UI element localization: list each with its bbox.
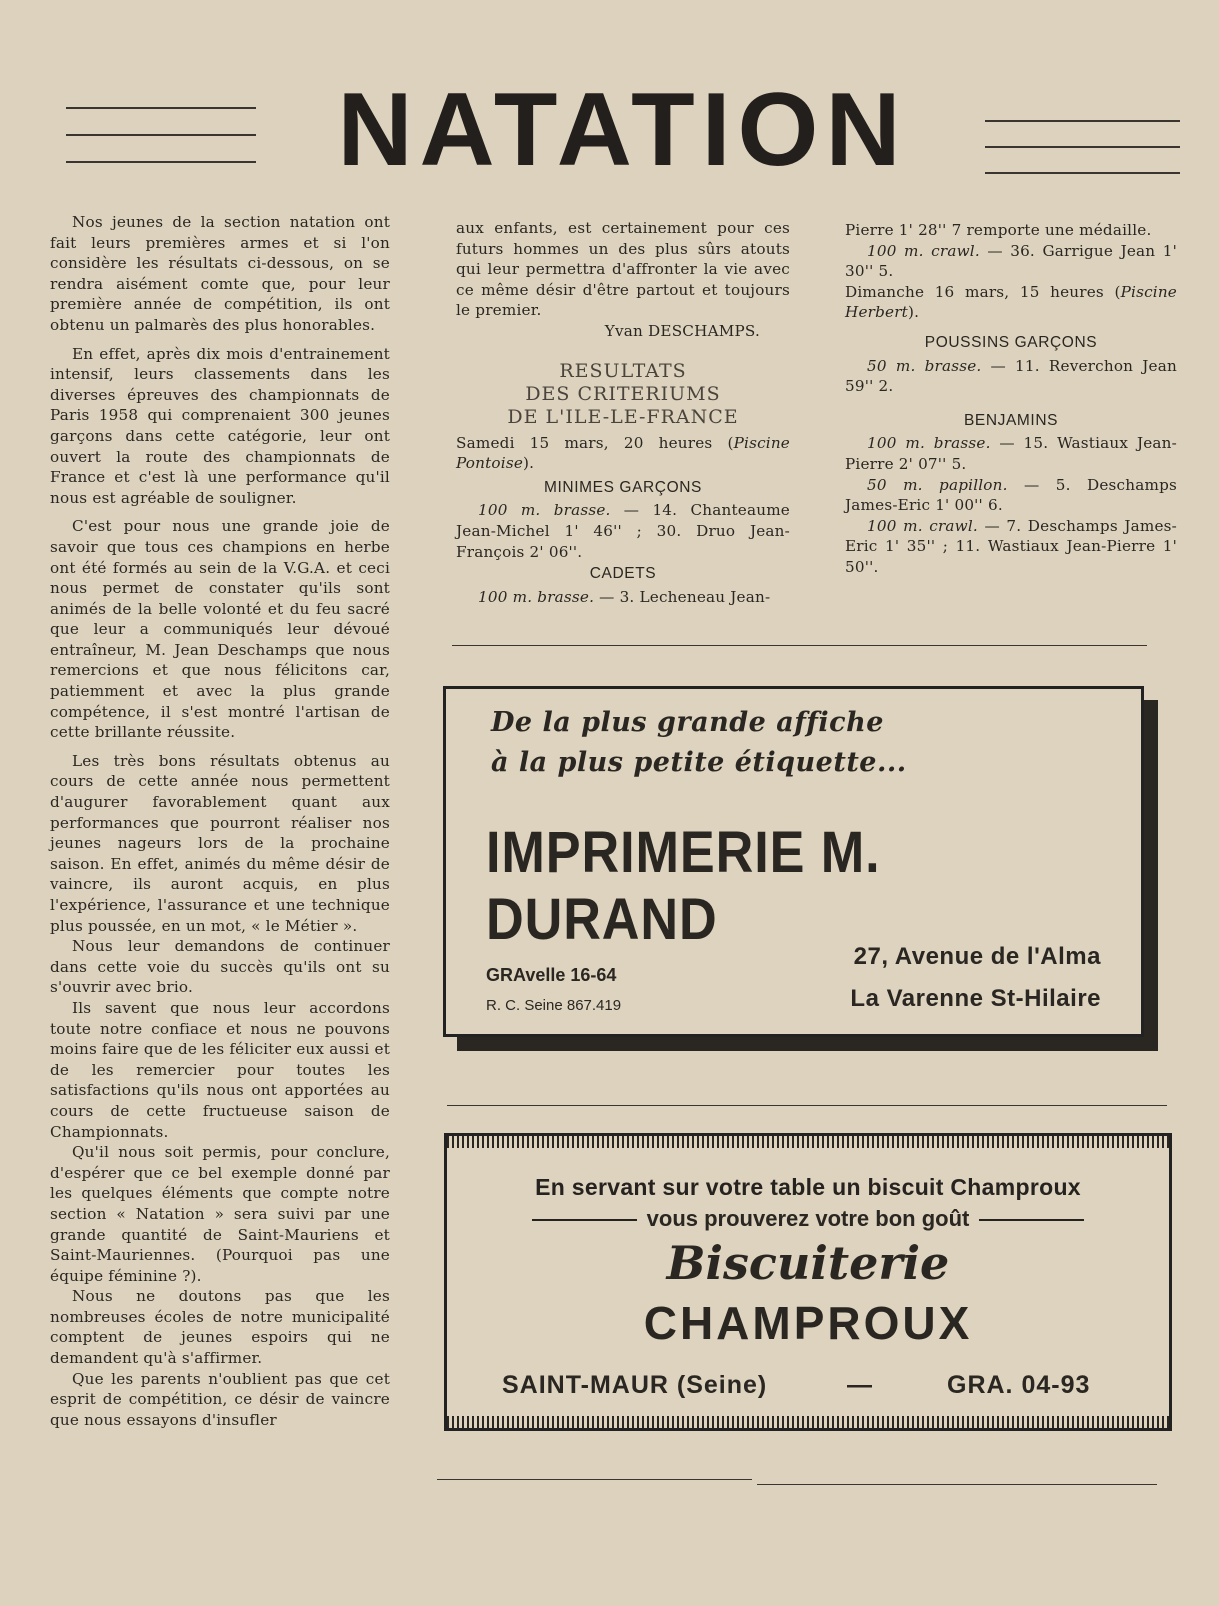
paragraph: C'est pour nous une grande joie de savoir que tous ces champions en herbe ont été formés au sein de la V.G.A. et ceci nous permet de constater qu'ils sont animés de la belle volonté et du feu sacré que leur a communiqués leur dévoué entraîneur, M. Jean Deschamps que nous remercions et que nous félicitons car, patiemment et avec la plus grande compétence, il s'est montré l'artisan de cette brillante réussite. bbox=[50, 517, 390, 742]
paragraph: En effet, après dix mois d'entrainement intensif, leurs classements dans les diverses épreuves des championnats de Paris 1958 qui comprenaient 300 jeunes garçons dans cette catégorie, leur ont ouvert la route des championnats de France et c'est là une performance qu'il nous est agréable de souligner. bbox=[50, 344, 390, 507]
title-rule-right-3 bbox=[985, 172, 1180, 174]
paragraph: Nous ne doutons pas que les nombreuses écoles de notre municipalité comptent de jeunes espoirs qui ne demandent qu'à s'affirmer. bbox=[50, 1287, 390, 1368]
article-column-1 bbox=[50, 212, 390, 1430]
category-heading: BENJAMINS bbox=[963, 411, 1059, 429]
result-entry: 100 m. brasse. — 14. Chanteaume Jean-Michel 1' 46'' ; 30. Druo Jean-François 2' 06''. bbox=[456, 501, 790, 561]
title-rule-left-2 bbox=[66, 134, 256, 136]
category-heading: CADETS bbox=[589, 565, 657, 583]
paragraph: Nous leur demandons de continuer dans cette voie du succès qu'ils ont su s'ouvrir avec brio. bbox=[50, 937, 390, 997]
article-column-2 bbox=[456, 218, 790, 607]
decorative-border bbox=[447, 1416, 1169, 1428]
paragraph: Qu'il nous soit permis, pour conclure, d'espérer que ce bel exemple donné par les quelques éléments que compte notre section « Natation » sera suivi par une grande quantité de Saint-Mauriens et Saint-Mauriennes. (Pourquoi pas une équipe féminine ?). bbox=[50, 1143, 390, 1285]
page-title: NATATION bbox=[337, 72, 908, 188]
decorative-border bbox=[447, 1136, 1169, 1148]
result-entry: 50 m. papillon. — 5. Deschamps James-Eric 1' 00'' 6. bbox=[845, 475, 1177, 515]
results-heading: RESULTATS DES CRITERIUMS DE L'ILE-LE-FRANCE bbox=[507, 359, 739, 428]
biscuit-brand: CHAMPROUX bbox=[643, 1297, 973, 1349]
separator-rule bbox=[452, 645, 1147, 646]
category-heading: MINIMES GARÇONS bbox=[544, 478, 702, 496]
ad-tagline: à la plus petite étiquette... bbox=[491, 747, 907, 778]
separator-rule bbox=[447, 1105, 1167, 1106]
title-rule-left-1 bbox=[66, 107, 256, 109]
title-rule-right-1 bbox=[985, 120, 1180, 122]
biscuit-script: Biscuiterie bbox=[666, 1236, 950, 1290]
printer-registration: R. C. Seine 867.419 bbox=[486, 997, 622, 1014]
ad-line: En servant sur votre table un biscuit Champroux bbox=[535, 1174, 1081, 1200]
biscuit-phone: GRA. 04-93 bbox=[947, 1371, 1091, 1399]
paragraph: Les très bons résultats obtenus au cours de cette année nous permettent d'augurer favorablement quant aux performances que pourront réaliser nos jeunes nageurs lors de la prochaine saison. En effet, animés du même désir de vaincre, ils auront acquis, en plus l'expérience, l'assurance et une technique plus poussée, en un mot, « le Métier ». bbox=[50, 751, 390, 935]
article-column-3 bbox=[845, 220, 1177, 578]
separator-rule bbox=[437, 1479, 752, 1480]
separator-dash: — bbox=[847, 1371, 872, 1399]
printer-advertisement bbox=[443, 686, 1144, 1037]
signature: Yvan DESCHAMPS. bbox=[604, 321, 760, 340]
event-date: Samedi 15 mars, 20 heures (Piscine Pontoise). bbox=[456, 433, 790, 473]
result-entry: 100 m. brasse. — 15. Wastiaux Jean-Pierre 2' 07'' 5. bbox=[845, 434, 1177, 473]
ad-tagline: De la plus grande affiche bbox=[491, 707, 884, 738]
biscuit-advertisement bbox=[444, 1133, 1172, 1431]
result-entry: 100 m. crawl. — 36. Garrigue Jean 1' 30'' 5. bbox=[845, 241, 1177, 281]
category-heading: POUSSINS GARÇONS bbox=[924, 333, 1098, 351]
paragraph: Ils savent que nous leur accordons toute notre confiace et nous ne pouvons moins faire que de les féliciter eux aussi et de les remercier pour toutes les satisfactions qu'ils nous ont apportées au cours de cette fructueuse saison de Championnats. bbox=[50, 998, 390, 1141]
event-date: Dimanche 16 mars, 15 heures (Piscine Herbert). bbox=[845, 282, 1177, 322]
title-rule-left-3 bbox=[66, 161, 256, 163]
printer-phone: GRAvelle 16-64 bbox=[486, 965, 617, 985]
paragraph: aux enfants, est certainement pour ces futurs hommes un des plus sûrs atouts qui leur permettra d'affronter la vie avec ce même désir d'être partout et toujours le premier. bbox=[456, 219, 790, 320]
separator-rule bbox=[757, 1484, 1157, 1485]
printer-name: IMPRIMERIE M. DURAND bbox=[486, 820, 881, 952]
result-entry: 50 m. brasse. — 11. Reverchon Jean 59'' 2. bbox=[845, 356, 1177, 396]
result-entry: Pierre 1' 28'' 7 remporte une médaille. bbox=[845, 221, 1152, 239]
ad-line: vous prouverez votre bon goût bbox=[447, 1206, 1169, 1232]
paragraph: Que les parents n'oublient pas que cet esprit de compétition, ce désir de vaincre que nous essayons d'insufler bbox=[50, 1369, 390, 1429]
printer-address: 27, Avenue de l'Alma bbox=[853, 943, 1101, 970]
paragraph: Nos jeunes de la section natation ont fait leurs premières armes et si l'on considère les résultats ci-dessous, on se rendra aisément comte que, pour leur première année de compétition, ils ont obtenu un palmarès des plus honorables. bbox=[50, 213, 390, 334]
result-entry: 100 m. crawl. — 7. Deschamps James-Eric 1' 35'' ; 11. Wastiaux Jean-Pierre 1' 50''. bbox=[845, 516, 1177, 576]
printer-address: La Varenne St-Hilaire bbox=[850, 985, 1101, 1012]
result-entry: 100 m. brasse. — 3. Lecheneau Jean- bbox=[478, 587, 771, 606]
title-rule-right-2 bbox=[985, 146, 1180, 148]
biscuit-city: SAINT-MAUR (Seine) bbox=[502, 1371, 768, 1399]
